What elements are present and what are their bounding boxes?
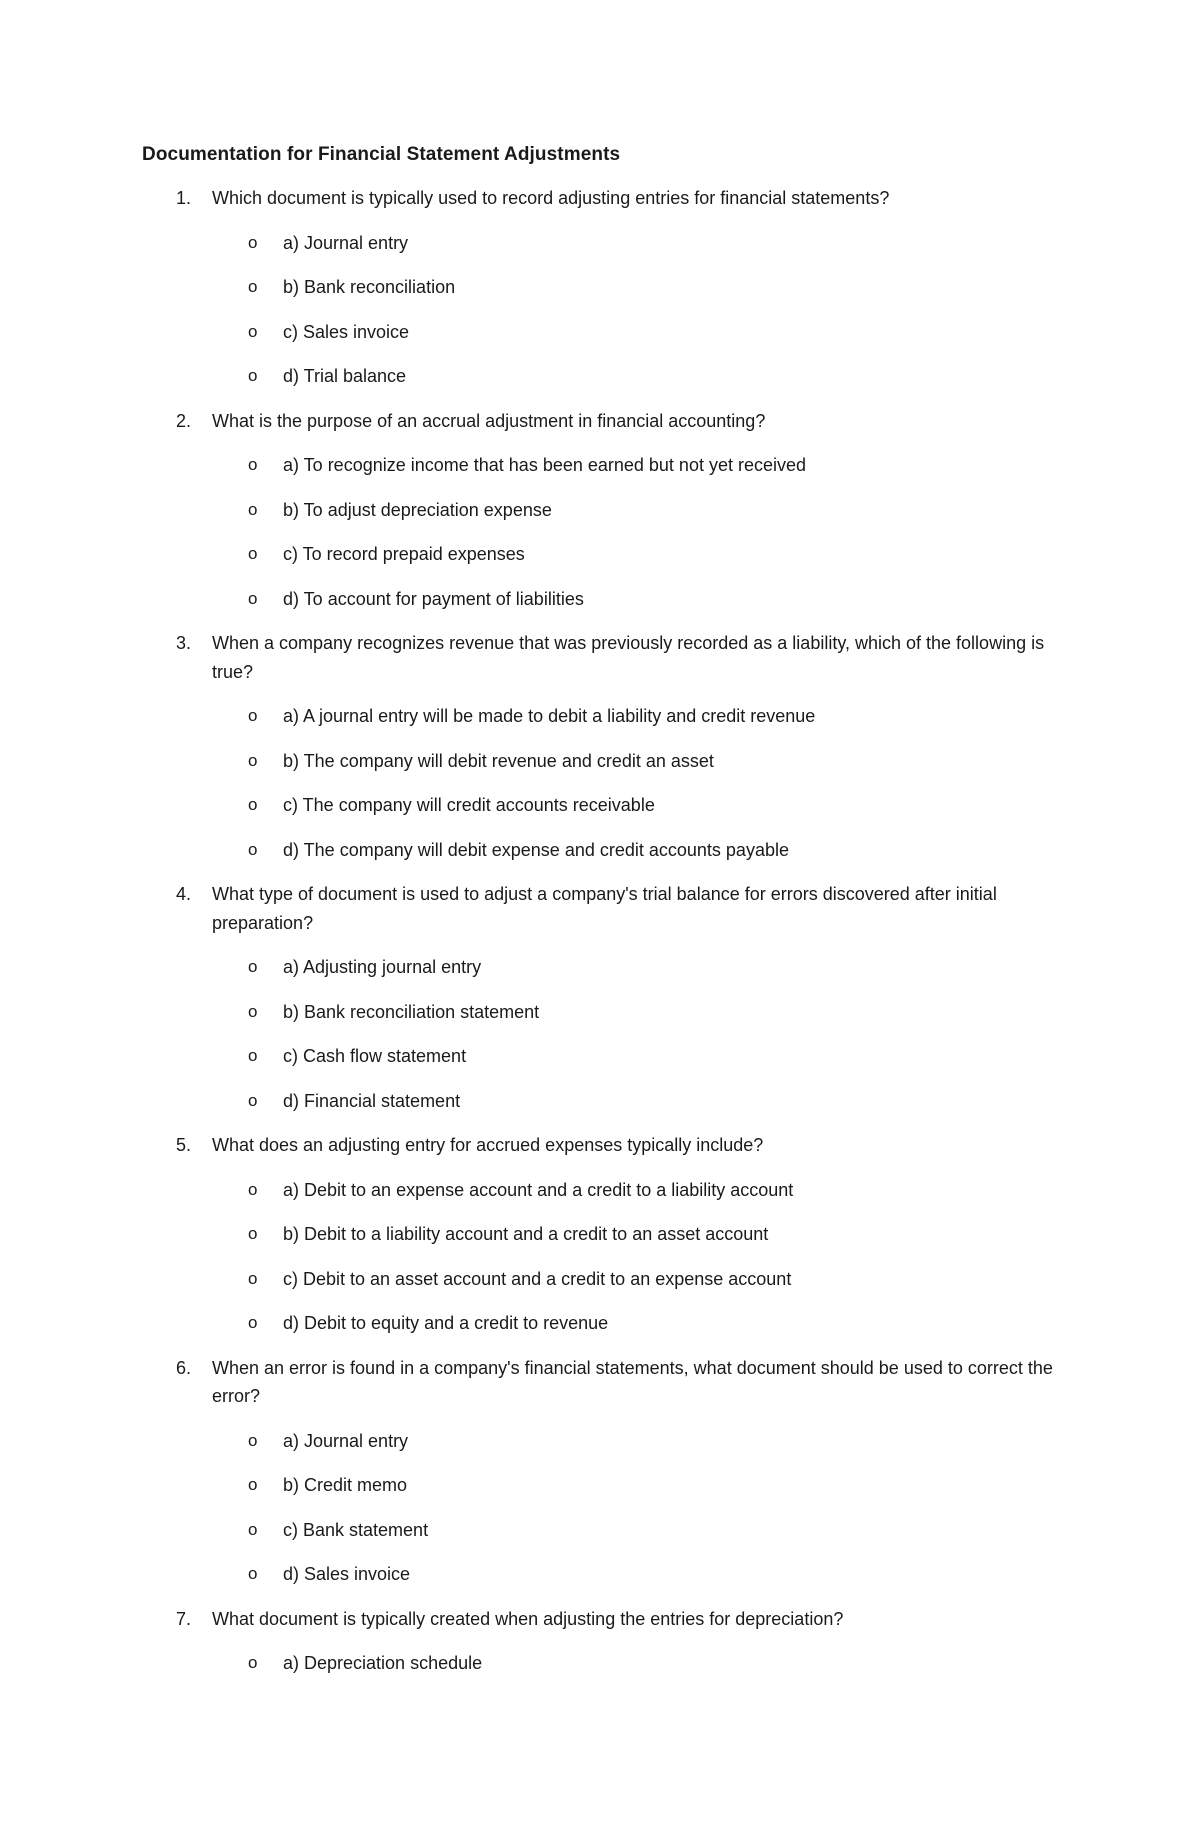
bullet-icon: o — [248, 321, 258, 341]
answer-option — [142, 1042, 1062, 1071]
answer-option-text: b) Bank reconciliation statement — [283, 1001, 540, 1022]
bullet-icon: o — [248, 544, 258, 563]
question-number: 3. — [176, 633, 192, 653]
answer-option-text: c) The company will credit accounts receivable — [283, 795, 655, 815]
answer-option-text: a) A journal entry will be made to debit a liability and credit revenue — [283, 706, 816, 726]
answer-option — [142, 747, 1062, 776]
bullet-icon: o — [248, 1268, 258, 1288]
answer-option-text: b) The company will debit revenue and credit an asset — [283, 750, 714, 771]
answer-option-text: c) Cash flow statement — [283, 1046, 467, 1066]
question-text: When an error is found in a company's financial statements, what document should be used to correct the error? — [212, 1357, 1053, 1406]
bullet-icon: o — [248, 706, 258, 725]
bullet-icon: o — [248, 232, 258, 252]
answer-option-text: d) Financial statement — [283, 1090, 461, 1111]
bullet-icon: o — [248, 1046, 258, 1065]
document-content — [142, 140, 1062, 1694]
question-item — [142, 880, 1062, 937]
question-text: When a company recognizes revenue that was previously recorded as a liability, which of the following is true? — [212, 633, 1045, 682]
answer-option — [142, 998, 1062, 1027]
answer-option — [142, 1176, 1062, 1205]
answer-option — [142, 1087, 1062, 1116]
question-number: 5. — [176, 1135, 192, 1155]
answer-options — [142, 702, 1062, 864]
bullet-icon: o — [248, 1001, 258, 1021]
bullet-icon: o — [248, 1430, 258, 1450]
answer-option — [142, 1220, 1062, 1249]
answer-option-text: b) To adjust depreciation expense — [283, 499, 552, 520]
answer-options — [142, 451, 1062, 613]
question-text: Which document is typically used to record adjusting entries for financial statements? — [212, 188, 890, 208]
answer-option-text: a) Journal entry — [283, 232, 409, 253]
bullet-icon: o — [248, 366, 258, 385]
answer-option-text: b) Bank reconciliation — [283, 277, 456, 297]
answer-option-text: c) Debit to an asset account and a credit to an expense account — [283, 1268, 792, 1289]
bullet-icon: o — [248, 1313, 258, 1332]
question-number: 4. — [176, 884, 192, 904]
bullet-icon: o — [248, 1090, 258, 1110]
bullet-icon: o — [248, 455, 258, 474]
answer-option — [142, 1265, 1062, 1294]
question-number: 2. — [176, 410, 192, 431]
bullet-icon: o — [248, 1475, 258, 1494]
answer-option — [142, 318, 1062, 347]
question-text: What type of document is used to adjust a company's trial balance for errors discovered after initial preparation? — [212, 884, 997, 933]
answer-option-text: c) To record prepaid expenses — [283, 544, 525, 564]
answer-option-text: a) Depreciation schedule — [283, 1653, 483, 1673]
bullet-icon: o — [248, 839, 258, 859]
answer-option-text: a) Journal entry — [283, 1430, 409, 1451]
bullet-icon: o — [248, 957, 258, 976]
question-item — [142, 407, 1062, 436]
answer-option — [142, 1309, 1062, 1338]
bullet-icon: o — [248, 277, 258, 296]
answer-option-text: b) Credit memo — [283, 1475, 408, 1495]
bullet-icon: o — [248, 499, 258, 519]
question-item — [142, 1605, 1062, 1634]
bullet-icon: o — [248, 1519, 258, 1539]
bullet-icon: o — [248, 1564, 258, 1583]
answer-option — [142, 1649, 1062, 1678]
bullet-icon: o — [248, 588, 258, 608]
question-text: What does an adjusting entry for accrued expenses typically include? — [212, 1135, 764, 1155]
question-item — [142, 629, 1062, 686]
bullet-icon: o — [248, 1224, 258, 1243]
answer-option — [142, 362, 1062, 391]
answer-option — [142, 791, 1062, 820]
answer-options — [142, 953, 1062, 1115]
answer-option — [142, 540, 1062, 569]
answer-option — [142, 451, 1062, 480]
answer-option-text: a) Debit to an expense account and a credit to a liability account — [283, 1179, 794, 1200]
answer-options — [142, 1649, 1062, 1678]
answer-option-text: d) Debit to equity and a credit to revenue — [283, 1313, 609, 1333]
bullet-icon: o — [248, 795, 258, 814]
answer-option — [142, 273, 1062, 302]
question-number: 6. — [176, 1357, 192, 1378]
question-text: What document is typically created when adjusting the entries for depreciation? — [212, 1608, 844, 1629]
answer-options — [142, 229, 1062, 391]
answer-option — [142, 1471, 1062, 1500]
question-number: 1. — [176, 188, 192, 208]
answer-option-text: c) Bank statement — [283, 1519, 429, 1540]
document-title: Documentation for Financial Statement Adjustments — [142, 144, 621, 165]
question-item — [142, 184, 1062, 213]
answer-option-text: c) Sales invoice — [283, 321, 410, 342]
question-number: 7. — [176, 1608, 192, 1629]
answer-option-text: d) Sales invoice — [283, 1564, 411, 1584]
answer-option — [142, 585, 1062, 614]
bullet-icon: o — [248, 1653, 258, 1672]
bullet-icon: o — [248, 750, 258, 770]
answer-option — [142, 229, 1062, 258]
question-list — [142, 184, 1062, 1678]
answer-option-text: a) Adjusting journal entry — [283, 957, 482, 977]
answer-options — [142, 1176, 1062, 1338]
answer-option — [142, 1427, 1062, 1456]
answer-options — [142, 1427, 1062, 1589]
answer-option-text: d) To account for payment of liabilities — [283, 588, 584, 609]
question-item — [142, 1354, 1062, 1411]
answer-option-text: b) Debit to a liability account and a credit to an asset account — [283, 1224, 769, 1244]
answer-option-text: d) The company will debit expense and credit accounts payable — [283, 839, 789, 860]
answer-option — [142, 953, 1062, 982]
answer-option — [142, 1560, 1062, 1589]
question-item — [142, 1131, 1062, 1160]
bullet-icon: o — [248, 1179, 258, 1199]
answer-option — [142, 702, 1062, 731]
answer-option-text: a) To recognize income that has been earned but not yet received — [283, 455, 807, 475]
answer-option — [142, 836, 1062, 865]
answer-option — [142, 496, 1062, 525]
answer-option-text: d) Trial balance — [283, 366, 407, 386]
answer-option — [142, 1516, 1062, 1545]
question-text: What is the purpose of an accrual adjustment in financial accounting? — [212, 410, 766, 431]
